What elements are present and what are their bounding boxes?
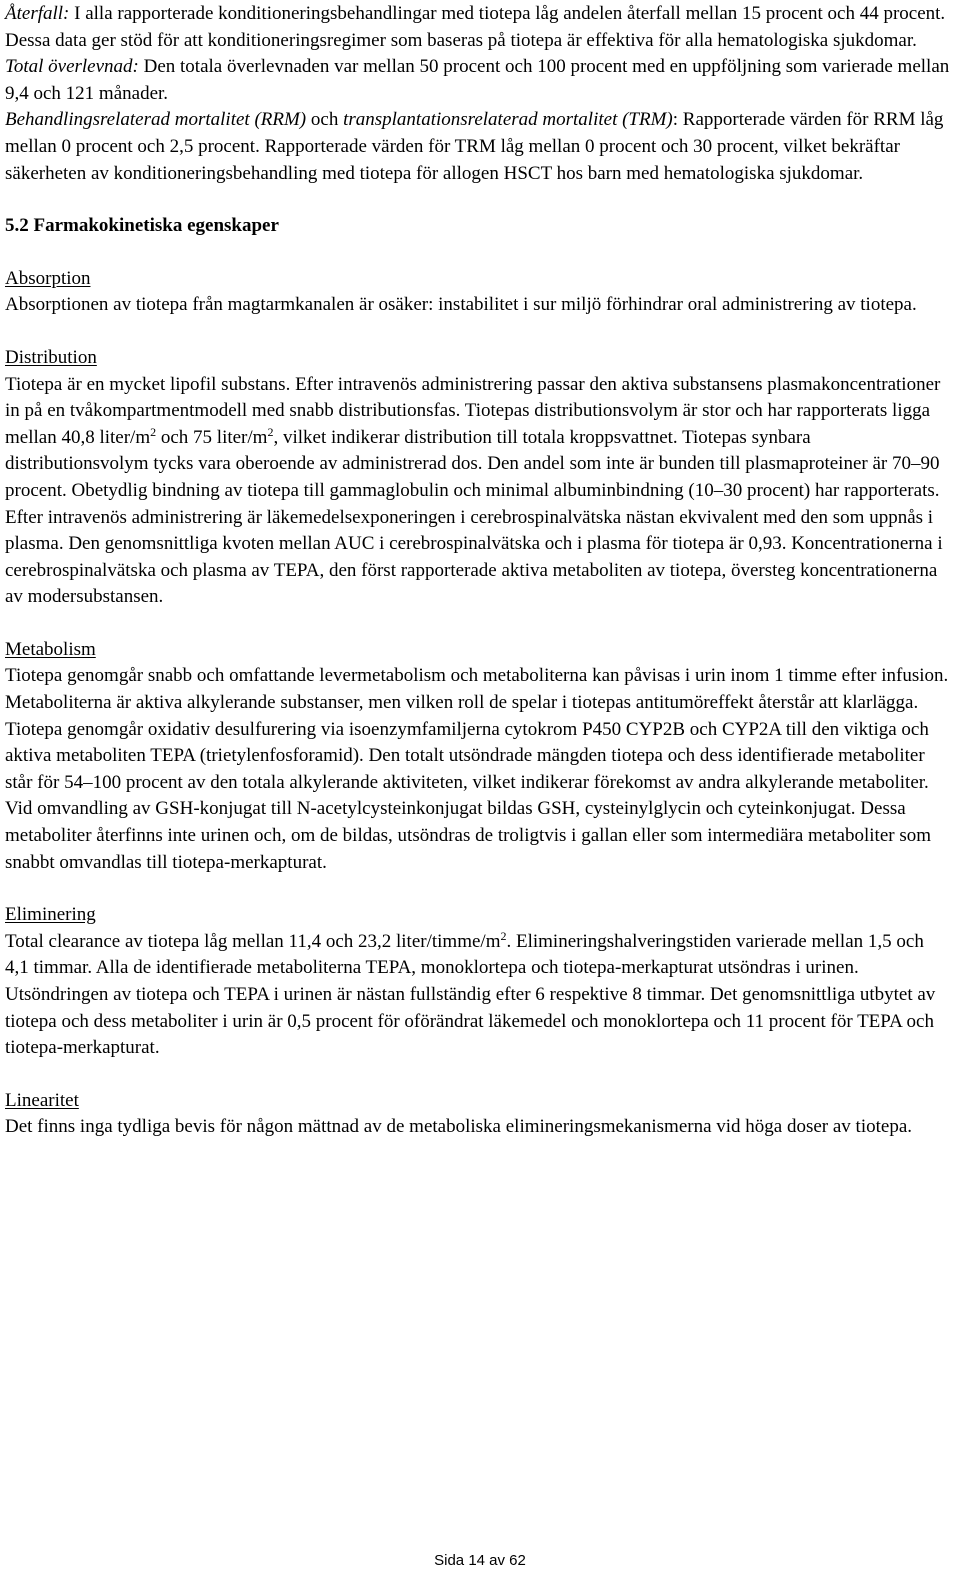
document-page — [5, 1, 951, 1141]
distribution-text-b: och 75 liter/m — [156, 426, 268, 448]
relapse-label: Återfall: — [5, 3, 70, 24]
survival-text: Den totala överlevnaden var mellan 50 procent och 100 procent med en uppföljning som varierade mellan 9,4 och 121 månader. — [5, 56, 950, 104]
distribution-text-a: Tiotepa är en mycket lipofil substans. Efter intravenös administrering passar den aktiva substansens plasmakoncentrationer in på en tvåkompartmentmodell med snabb distributionsfas. Tiotepas distributionsvolym är stor och har rapporterats ligga mellan 40,8 liter/m — [5, 373, 941, 448]
relapse-paragraph — [5, 1, 951, 54]
elimination-text-b: . Elimineringshalveringstiden varierade mellan 1,5 och 4,1 timmar. Alla de identifierade metaboliterna TEPA, monoklortepa och tiotepa-merkapturat utsöndras i urinen. Utsöndringen av tiotepa och TEPA i urinen är nästan fullständig efter 6 respektive 8 timmar. Det genomsnittliga utbytet av tiotepa och dess metaboliter i urin är 0,5 procent för oförändrat läkemedel och monoklortepa och 11 procent för TEPA och tiotepa-merkapturat. — [5, 930, 936, 1059]
metabolism-heading: Metabolism — [5, 638, 96, 660]
distribution-paragraph-2: Efter intravenös administrering är läkemedelsexponeringen i cerebrospinalvätska nästan ekvivalent med den som uppnås i plasma. Den genomsnittliga kvoten mellan AUC i cerebrospinalvätska och i plasma för tiotepa är 0,93. Koncentrationerna i cerebrospinalvätska och plasma av TEPA, den först rapporterade aktiva metaboliten av tiotepa, översteg koncentrationerna av modersubstansen. — [5, 506, 943, 608]
linearity-heading: Linearitet — [5, 1089, 79, 1111]
metabolism-text: Tiotepa genomgår snabb och omfattande levermetabolism och metaboliterna kan påvisas i urin inom 1 timme efter infusion. Metaboliterna är aktiva alkylerande substanser, men vilken roll de spelar i tiotepas antitumöreffekt återstår att klarlägga. Tiotepa genomgår oxidativ desulfurering via isoenzymfamiljerna cytokrom P450 CYP2B och CYP2A till den viktiga och aktiva metaboliten TEPA (trietylenfosforamid). Den totalt utsöndrade mängden tiotepa och dess identifierade metaboliter står för 54–100 procent av den totala alkylerande aktiviteten, vilket indikerar förekomst av andra alkylerande metaboliter. Vid omvandling av GSH-konjugat till N-acetylcysteinkonjugat bildas GSH, cysteinylglycin och cyteinkonjugat. Dessa metaboliter återfinns inte urinen och, om de bildas, utsöndras de troligtvis i gallan eller som intermediära metaboliter som snabbt omvandlas till tiotepa-merkapturat. — [5, 665, 949, 873]
elimination-paragraph — [5, 929, 951, 1062]
trm-label: transplantationsrelaterad mortalitet (TRM) — [343, 109, 673, 131]
survival-paragraph — [5, 54, 951, 107]
absorption-heading: Absorption — [5, 267, 91, 289]
survival-label: Total överlevnad: — [5, 56, 139, 78]
page-footer: Sida 14 av 62 — [434, 1552, 526, 1569]
superscript-2: 2 — [267, 424, 274, 439]
trm-paragraph — [5, 107, 951, 187]
elimination-heading: Eliminering — [5, 904, 96, 926]
absorption-text: Absorptionen av tiotepa från magtarmkanalen är osäker: instabilitet i sur miljö förhindrar oral administrering av tiotepa. — [5, 294, 917, 316]
trm-text: : Rapporterade värden för RRM låg mellan 0 procent och 2,5 procent. Rapporterade värden för TRM låg mellan 0 procent och 30 procent, vilket bekräftar säkerheten av konditioneringsbehandling med tiotepa för allogen HSCT hos barn med hematologiska sjukdomar. — [5, 109, 944, 184]
section-heading: 5.2 Farmakokinetiska egenskaper — [5, 215, 279, 237]
elimination-text-a: Total clearance av tiotepa låg mellan 11,4 och 23,2 liter/timme/m — [5, 930, 501, 952]
linearity-text: Det finns inga tydliga bevis för någon mättnad av de metaboliska elimineringsmekanismerna vid höga doser av tiotepa. — [5, 1116, 913, 1138]
superscript-2: 2 — [500, 928, 507, 943]
trm-connector: och — [306, 109, 344, 131]
relapse-text: I alla rapporterade konditioneringsbehandlingar med tiotepa låg andelen återfall mellan 15 procent och 44 procent. Dessa data ger stöd för att konditioneringsregimer som baseras på tiotepa är effektiva för alla hematologiska sjukdomar. — [5, 3, 946, 51]
distribution-heading: Distribution — [5, 346, 97, 368]
rrm-label: Behandlingsrelaterad mortalitet (RRM) — [5, 109, 307, 131]
distribution-paragraph-1 — [5, 372, 951, 505]
distribution-text-c: , vilket indikerar distribution till totala kroppsvattnet. Tiotepas synbara distributionsvolym tycks vara oberoende av administrerad dos. Den andel som inte är bunden till plasmaproteiner är 70–90 procent. Obetydlig bindning av tiotepa till gammaglobulin och minimal albuminbindning (10–30 procent) har rapporterats. — [5, 426, 940, 501]
superscript-2: 2 — [150, 424, 157, 439]
